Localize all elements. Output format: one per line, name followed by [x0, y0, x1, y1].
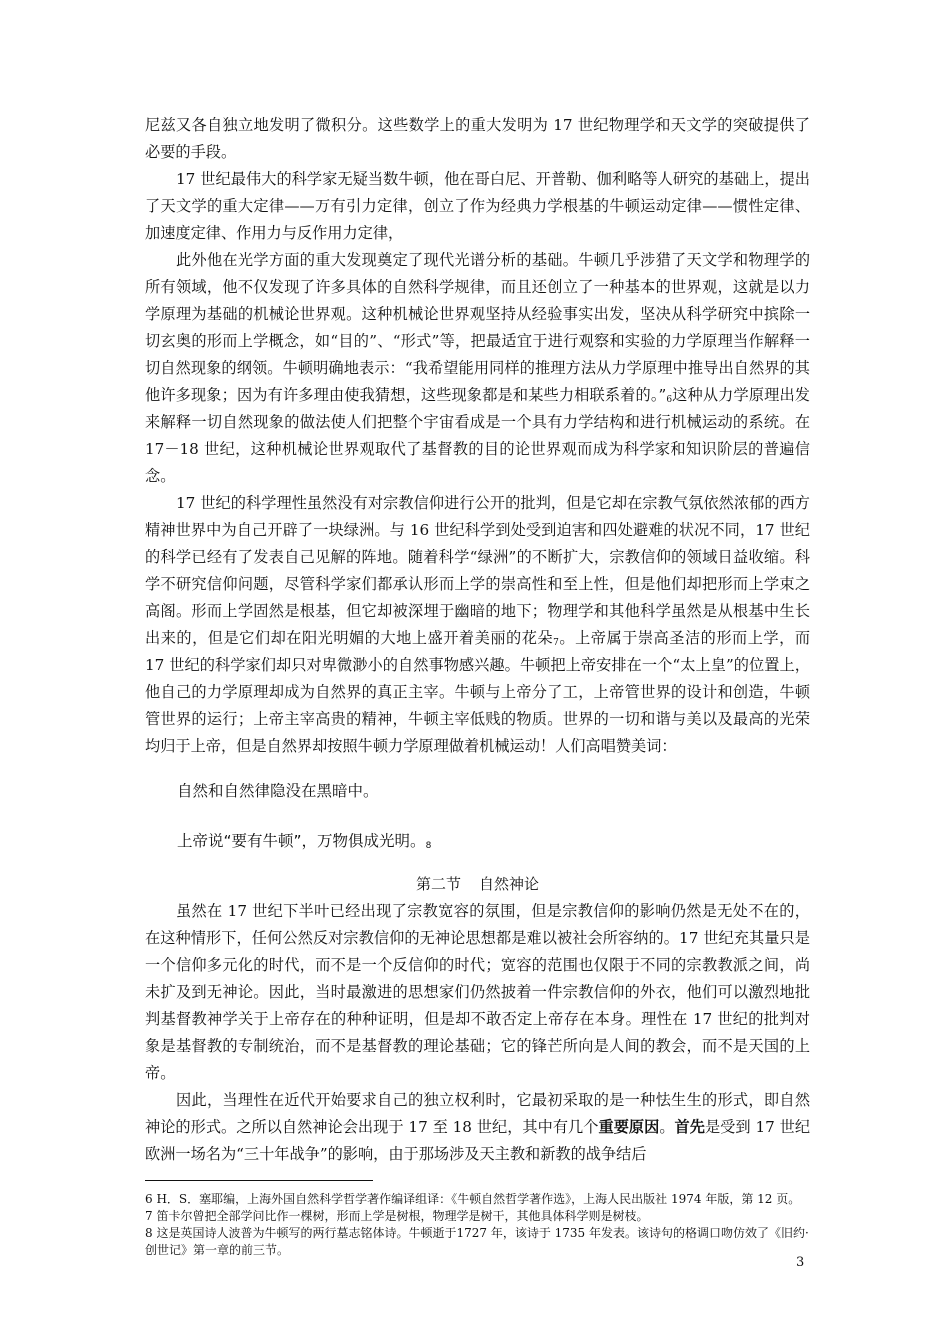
footnote-8 — [145, 1225, 810, 1259]
paragraph-4-text-b: 。上帝属于崇高圣洁的形而上学，而 17 世纪的科学家们却只对卑微渺小的自然事物感兴趣。牛顿把上帝安排在一个“太上皇”的位置上，他自己的力学原理却成为自然界的真正主宰。牛顿与上帝分了工，上帝管世界的设计和创造，牛顿管世界的运行；上帝主宰高贵的精神，牛顿主宰低贱的物质。世界的一切和谐与美以及最高的光荣均归于上帝，但是自然界却按照牛顿力学原理做着机械运动！人们高唱赞美词： — [145, 629, 811, 755]
footnote-ref-6: 6 — [666, 395, 673, 405]
footnote-text: H．S．塞耶编，上海外国自然科学哲学著作编译组译：《牛顿自然哲学著作选》，上海人民出版社 1974 年版，第 12 页。 — [156, 1192, 801, 1206]
verse-line-2-text: 上帝说“要有牛顿”，万物俱成光明。 — [177, 832, 426, 850]
footnote-divider — [145, 1180, 373, 1181]
footnote-ref-8: 8 — [425, 841, 432, 851]
paragraph-4 — [145, 490, 810, 760]
footnotes — [145, 1191, 810, 1259]
footnote-num: 6 — [145, 1192, 153, 1206]
paragraph-6-text-c: 是受到 17 世纪欧洲一场名为“三十年战争”的影响，由于那场涉及天主教和新教的战争结后 — [145, 1118, 811, 1163]
footnote-text: 笛卡尔曾把全部学问比作一棵树，形而上学是树根，物理学是树干，其他具体科学则是树枝。 — [156, 1209, 649, 1223]
footnote-num: 8 — [145, 1226, 153, 1240]
footnote-7 — [145, 1208, 810, 1225]
paragraph-4-text-a: 17 世纪的科学理性虽然没有对宗教信仰进行公开的批判，但是它却在宗教气氛依然浓郁的西方精神世界中为自己开辟了一块绿洲。与 16 世纪科学到处受到迫害和四处避难的状况不同，17 世纪的科学已经有了发表自己见解的阵地。随着科学“绿洲”的不断扩大，宗教信仰的领域日益收缩。科学不研究信仰问题，尽管科学家们都承认形而上学的崇高性和至上性，但是他们却把形而上学束之高阁。形而上学固然是根基，但它却被深埋于幽暗的地下；物理学和其他科学虽然是从根基中生长出来的，但是它们却在阳光明媚的大地上盛开着美丽的花朵 — [145, 494, 810, 647]
paragraph-3 — [145, 247, 810, 490]
emphasis-first: 首先 — [674, 1118, 705, 1136]
document-page — [145, 112, 810, 1259]
paragraph-2: 17 世纪最伟大的科学家无疑当数牛顿，他在哥白尼、开普勒、伽利略等人研究的基础上，提出了天文学的重大定律——万有引力定律，创立了作为经典力学根基的牛顿运动定律——惯性定律、加速度定律、作用力与反作用力定律， — [145, 170, 810, 242]
section-name: 自然神论 — [479, 875, 540, 893]
page-number: 3 — [796, 1255, 805, 1270]
section-number: 第二节 — [415, 875, 461, 893]
emphasis-important-reasons: 重要原因 — [598, 1118, 660, 1136]
paragraph-6-text-a: 因此，当理性在近代开始要求自己的独立权利时，它最初采取的是一种怯生生的形式，即自然神论的形式。之所以自然神论会出现于 17 至 18 世纪，其中有几个 — [145, 1091, 810, 1136]
paragraph-3-text-a: 此外他在光学方面的重大发现奠定了现代光谱分析的基础。牛顿几乎涉猎了天文学和物理学的所有领域，他不仅发现了许多具体的自然科学规律，而且还创立了一种基本的世界观，这就是以力学原理为基础的机械论世界观。这种机械论世界观坚持从经验事实出发，坚决从科学研究中摈除一切玄奥的形而上学概念，如“目的”、“形式”等，把最适宜于进行观察和实验的力学原理当作解释一切自然现象的纲领。牛顿明确地表示：“我希望能用同样的推理方法从力学原理中推导出自然界的其他许多现象；因为有许多理由使我猜想，这些现象都是和某些力相联系着的。” — [145, 251, 810, 404]
footnote-6 — [145, 1191, 810, 1208]
paragraph-5: 虽然在 17 世纪下半叶已经出现了宗教宽容的氛围，但是宗教信仰的影响仍然是无处不在的，在这种情形下，任何公然反对宗教信仰的无神论思想都是难以被社会所容纳的。17 世纪充其量只是一个信仰多元化的时代，而不是一个反信仰的时代；宽容的范围也仅限于不同的宗教教派之间，尚未扩及到无神论。因此，当时最激进的思想家们仍然披着一件宗教信仰的外衣，他们可以激烈地批判基督教神学关于上帝存在的种种证明，但是却不敢否定上帝存在本身。理性在 17 世纪的批判对象是基督教的专制统治，而不是基督教的理论基础；它的锋芒所向是人间的教会，而不是天国的上帝。 — [145, 902, 810, 1082]
footnote-text: 这是英国诗人波普为牛顿写的两行墓志铭体诗。牛顿逝于1727 年，该诗于 1735 年发表。该诗句的格调口吻仿效了《旧约·创世记》第一章的前三节。 — [145, 1226, 809, 1257]
paragraph-6-text-b: 。 — [659, 1118, 675, 1136]
paragraph-1: 尼兹又各自独立地发明了微积分。这些数学上的重大发明为 17 世纪物理学和天文学的突破提供了必要的手段。 — [145, 116, 810, 161]
paragraph-3-text-b: 这种从力学原理出发来解释一切自然现象的做法使人们把整个宇宙看成是一个具有力学结构和进行机械运动的系统。在 17－18 世纪，这种机械论世界观取代了基督教的目的论世界观而成为科学家和知识阶层的普遍信念。 — [145, 386, 810, 485]
section-title — [145, 871, 810, 898]
footnote-num: 7 — [145, 1209, 153, 1223]
verse-line-1: 自然和自然律隐没在黑暗中。 — [177, 782, 379, 800]
verse-line-2 — [145, 828, 810, 855]
paragraph-6 — [145, 1087, 810, 1168]
footnote-ref-7: 7 — [553, 638, 559, 648]
